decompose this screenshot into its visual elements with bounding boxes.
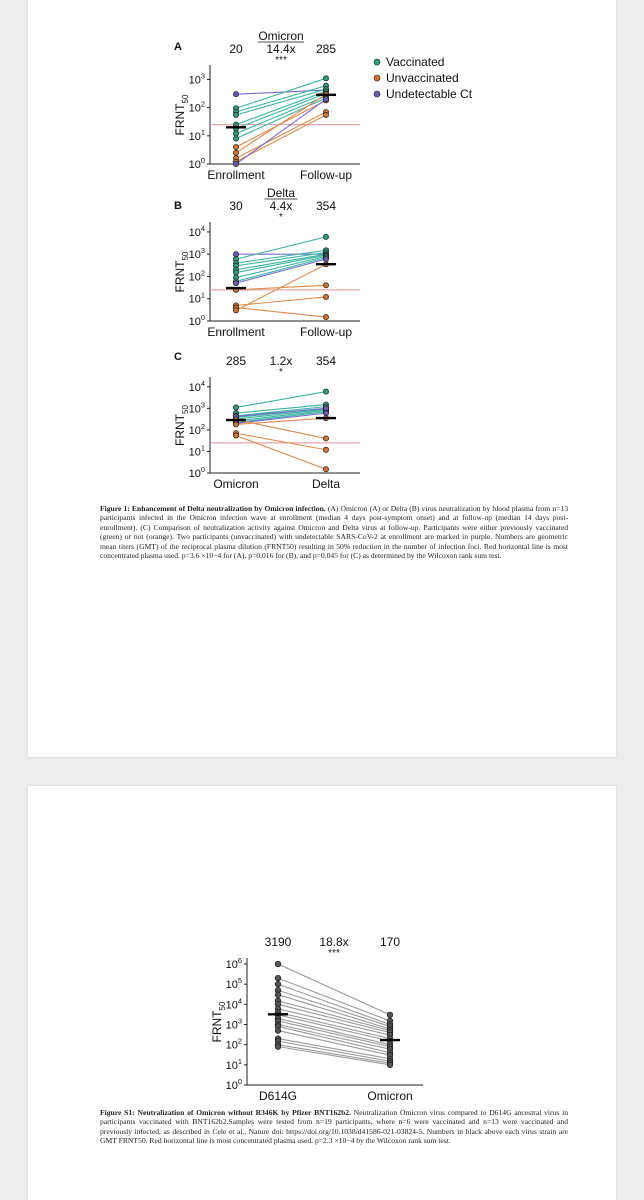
panel-title: Delta: [266, 186, 296, 200]
y-tick-exponent: 1: [237, 1056, 242, 1066]
y-tick-label: $10^0$: [188, 465, 205, 480]
data-point: [275, 992, 281, 998]
data-point: [233, 150, 238, 155]
pair-line: [278, 1001, 390, 1031]
x-tick-label: D614G: [258, 1089, 298, 1103]
y-axis-label: $FRNT_{50}$: [173, 405, 190, 446]
fold-change-label: 4.4x: [269, 199, 293, 213]
y-axis-label: $FRNT_{50}$: [173, 94, 190, 136]
data-point: [233, 131, 238, 136]
figure-s1-caption-text: Neutralization Omicron virus compared to D614G ancestral virus in participants vaccinated with BNT162b2.Samples were tested from n=19 participants, where n=6 were vaccinated and n=13 were vaccinated and previously infected, as described in Cele et al., Nature doi: https://doi.org/10.1038/d41586-021-03824-5. Numbers in black above each virus strain are GMT FRNT50. Red horizontal line is most concentrated plasma used. p=2.3 ×10−4 by the Wilcoxon rank sum test.: [100, 1108, 568, 1146]
y-tick-exponent: 2: [200, 268, 205, 278]
pair-line: [236, 112, 326, 158]
y-tick-exponent: 3: [237, 1016, 242, 1026]
data-point: [233, 433, 238, 438]
y-tick-exponent: 6: [237, 956, 242, 965]
paper-page-2: [28, 786, 616, 1200]
data-point: [323, 294, 328, 299]
panel-title: Omicron: [258, 29, 304, 43]
figure-s1-caption-label: Figure S1: Neutralization of Omicron without R346K by Pfizer BNT162b2.: [100, 1108, 351, 1117]
y-tick-exponent: 4: [200, 223, 205, 233]
legend-marker: [374, 75, 380, 81]
y-tick-exponent: 0: [200, 465, 205, 474]
x-tick-label: Follow-up: [299, 168, 353, 182]
panel-b-chart: [173, 186, 360, 339]
data-point: [233, 92, 238, 97]
gmt-left-label: 30: [229, 199, 243, 213]
panel-a-chart: [173, 29, 360, 182]
fold-change-label: 1.2x: [269, 354, 293, 368]
pair-line: [236, 435, 326, 469]
data-point: [233, 136, 238, 141]
y-tick-label: $10^4$: [225, 996, 242, 1012]
y-tick-exponent: 0: [237, 1077, 242, 1086]
y-tick-label: $10^4$: [188, 378, 205, 394]
data-point: [275, 1044, 281, 1050]
y-tick-exponent: 1: [200, 443, 205, 453]
data-point: [323, 234, 328, 239]
data-point: [323, 257, 328, 262]
y-tick-exponent: 4: [237, 996, 242, 1006]
y-axis-label-subscript: 50: [181, 94, 190, 104]
fold-change-label: 14.4x: [266, 42, 296, 56]
gmt-left-label: 3190: [264, 935, 292, 949]
panel-c-chart: [173, 351, 360, 491]
data-point: [233, 161, 238, 166]
y-tick-exponent: 4: [200, 378, 205, 388]
y-axis-label: $FRNT_{50}$: [210, 1001, 227, 1043]
y-axis-label-subscript: 50: [181, 251, 190, 261]
data-point: [323, 97, 328, 102]
significance-stars: ***: [275, 55, 287, 66]
data-point: [233, 422, 238, 427]
data-point: [233, 281, 238, 286]
significance-stars: *: [279, 367, 283, 378]
data-point: [233, 144, 238, 149]
y-axis-label: $FRNT_{50}$: [173, 251, 190, 293]
y-tick-exponent: 3: [200, 71, 205, 81]
y-tick-label: $10^1$: [188, 127, 205, 143]
figure-1-caption-text: (A) Omicron (A) or Delta (B) virus neutralization by blood plasma from n=13 participants infected in the Omicron infection wave at enrollment (median 4 days post-symptom onset) and at follow-up (median 14 days post-enrollment). (C) Comparison of neutralization activity against Omicron and Delta virus at follow-up. Participants were either previously vaccinated (green) or not (orange). Two participants (unvaccinated) with undetectable SARS-CoV-2 at enrollment are marked in purple. Numbers are geometric mean titers (GMT) of the reciprocal plasma dilution (FRNT50) resulting in 50% reduction in the number of infection foci. Red horizontal line is most concentrated plasma used. p=3.6 ×10−4 for (A), p=0.016 for (B), and p=0.045 for (C) as determined by the Wilcoxon rank sum test.: [100, 504, 568, 561]
fold-change-label: 18.8x: [319, 935, 349, 949]
figure-1: [28, 0, 616, 500]
pair-line: [236, 297, 326, 305]
data-point: [233, 252, 238, 257]
gmt-right-label: 170: [379, 935, 401, 949]
pair-line: [236, 99, 326, 164]
x-tick-label: Omicron: [213, 477, 259, 491]
y-tick-label: $10^3$: [188, 400, 205, 416]
x-tick-label: Enrollment: [207, 325, 265, 339]
data-point: [387, 1062, 393, 1068]
data-point: [323, 112, 328, 117]
figure-s1: [28, 786, 616, 1106]
data-point: [275, 975, 281, 981]
y-tick-label: $10^2$: [188, 421, 205, 437]
pair-line: [236, 308, 326, 317]
data-point: [323, 406, 328, 411]
figure-s1-chart: [210, 935, 423, 1103]
significance-stars: ***: [328, 948, 340, 959]
data-point: [233, 270, 238, 275]
data-point: [323, 283, 328, 288]
y-tick-exponent: 3: [200, 246, 205, 256]
legend-label: Undetectable Ct: [386, 87, 473, 101]
y-tick-label: $10^0$: [188, 313, 205, 328]
data-point: [323, 436, 328, 441]
y-axis-label-subscript: 50: [181, 405, 190, 414]
y-tick-label: $10^5$: [225, 976, 242, 992]
figure-1-caption-label: Figure 1: Enhancement of Delta neutralization by Omicron infection.: [100, 504, 326, 513]
pair-line: [236, 392, 326, 408]
data-point: [275, 1028, 281, 1034]
y-tick-label: $10^0$: [225, 1077, 242, 1092]
y-tick-label: $10^3$: [188, 71, 205, 87]
y-tick-label: $10^2$: [188, 268, 205, 284]
legend-marker: [374, 91, 380, 97]
y-tick-exponent: 0: [200, 156, 205, 165]
legend-marker: [374, 59, 380, 65]
y-tick-label: $10^4$: [188, 223, 205, 239]
x-tick-label: Enrollment: [207, 168, 265, 182]
data-point: [323, 467, 328, 472]
legend-label: Vaccinated: [386, 55, 445, 69]
y-tick-label: $10^2$: [225, 1036, 242, 1052]
y-tick-label: $10^1$: [225, 1056, 242, 1072]
pair-line: [278, 964, 390, 1015]
y-tick-exponent: 1: [200, 127, 205, 137]
y-tick-exponent: 3: [200, 400, 205, 410]
data-point: [323, 447, 328, 452]
significance-stars: *: [279, 212, 283, 223]
gmt-right-label: 285: [315, 42, 337, 56]
y-tick-label: $10^6$: [225, 956, 242, 971]
y-tick-exponent: 0: [200, 313, 205, 322]
y-tick-label: $10^3$: [188, 246, 205, 262]
x-tick-label: Follow-up: [299, 325, 353, 339]
pair-line: [236, 237, 326, 259]
data-point: [323, 76, 328, 81]
panel-letter: A: [174, 41, 182, 53]
gmt-right-label: 354: [315, 354, 337, 368]
data-point: [233, 112, 238, 117]
y-tick-exponent: 5: [237, 976, 242, 986]
data-point: [323, 411, 328, 416]
figure-1-caption: [100, 504, 568, 560]
y-tick-label: $10^0$: [188, 156, 205, 171]
gmt-left-label: 285: [225, 354, 247, 368]
figure-1-legend: [374, 55, 473, 101]
data-point: [233, 308, 238, 313]
y-tick-exponent: 2: [200, 99, 205, 109]
pair-line: [278, 1045, 390, 1064]
data-point: [323, 314, 328, 319]
y-tick-exponent: 2: [237, 1036, 242, 1046]
data-point: [323, 389, 328, 394]
panel-letter: C: [174, 351, 182, 363]
x-tick-label: Delta: [311, 477, 341, 491]
y-tick-label: $10^1$: [188, 443, 205, 459]
y-tick-exponent: 1: [200, 290, 205, 300]
legend-label: Unvaccinated: [386, 71, 459, 85]
data-point: [387, 1012, 393, 1018]
y-tick-exponent: 2: [200, 421, 205, 431]
x-tick-label: Omicron: [367, 1089, 413, 1103]
paper-page-1: [28, 0, 616, 757]
gmt-right-label: 354: [315, 199, 337, 213]
data-point: [275, 961, 281, 967]
y-tick-label: $10^3$: [225, 1016, 242, 1032]
y-axis-label-subscript: 50: [218, 1001, 227, 1011]
y-tick-label: $10^1$: [188, 290, 205, 306]
figure-s1-caption: [100, 1108, 568, 1146]
panel-letter: B: [174, 200, 182, 212]
data-point: [233, 405, 238, 410]
y-tick-label: $10^2$: [188, 99, 205, 115]
data-point: [275, 981, 281, 987]
gmt-left-label: 20: [229, 42, 243, 56]
